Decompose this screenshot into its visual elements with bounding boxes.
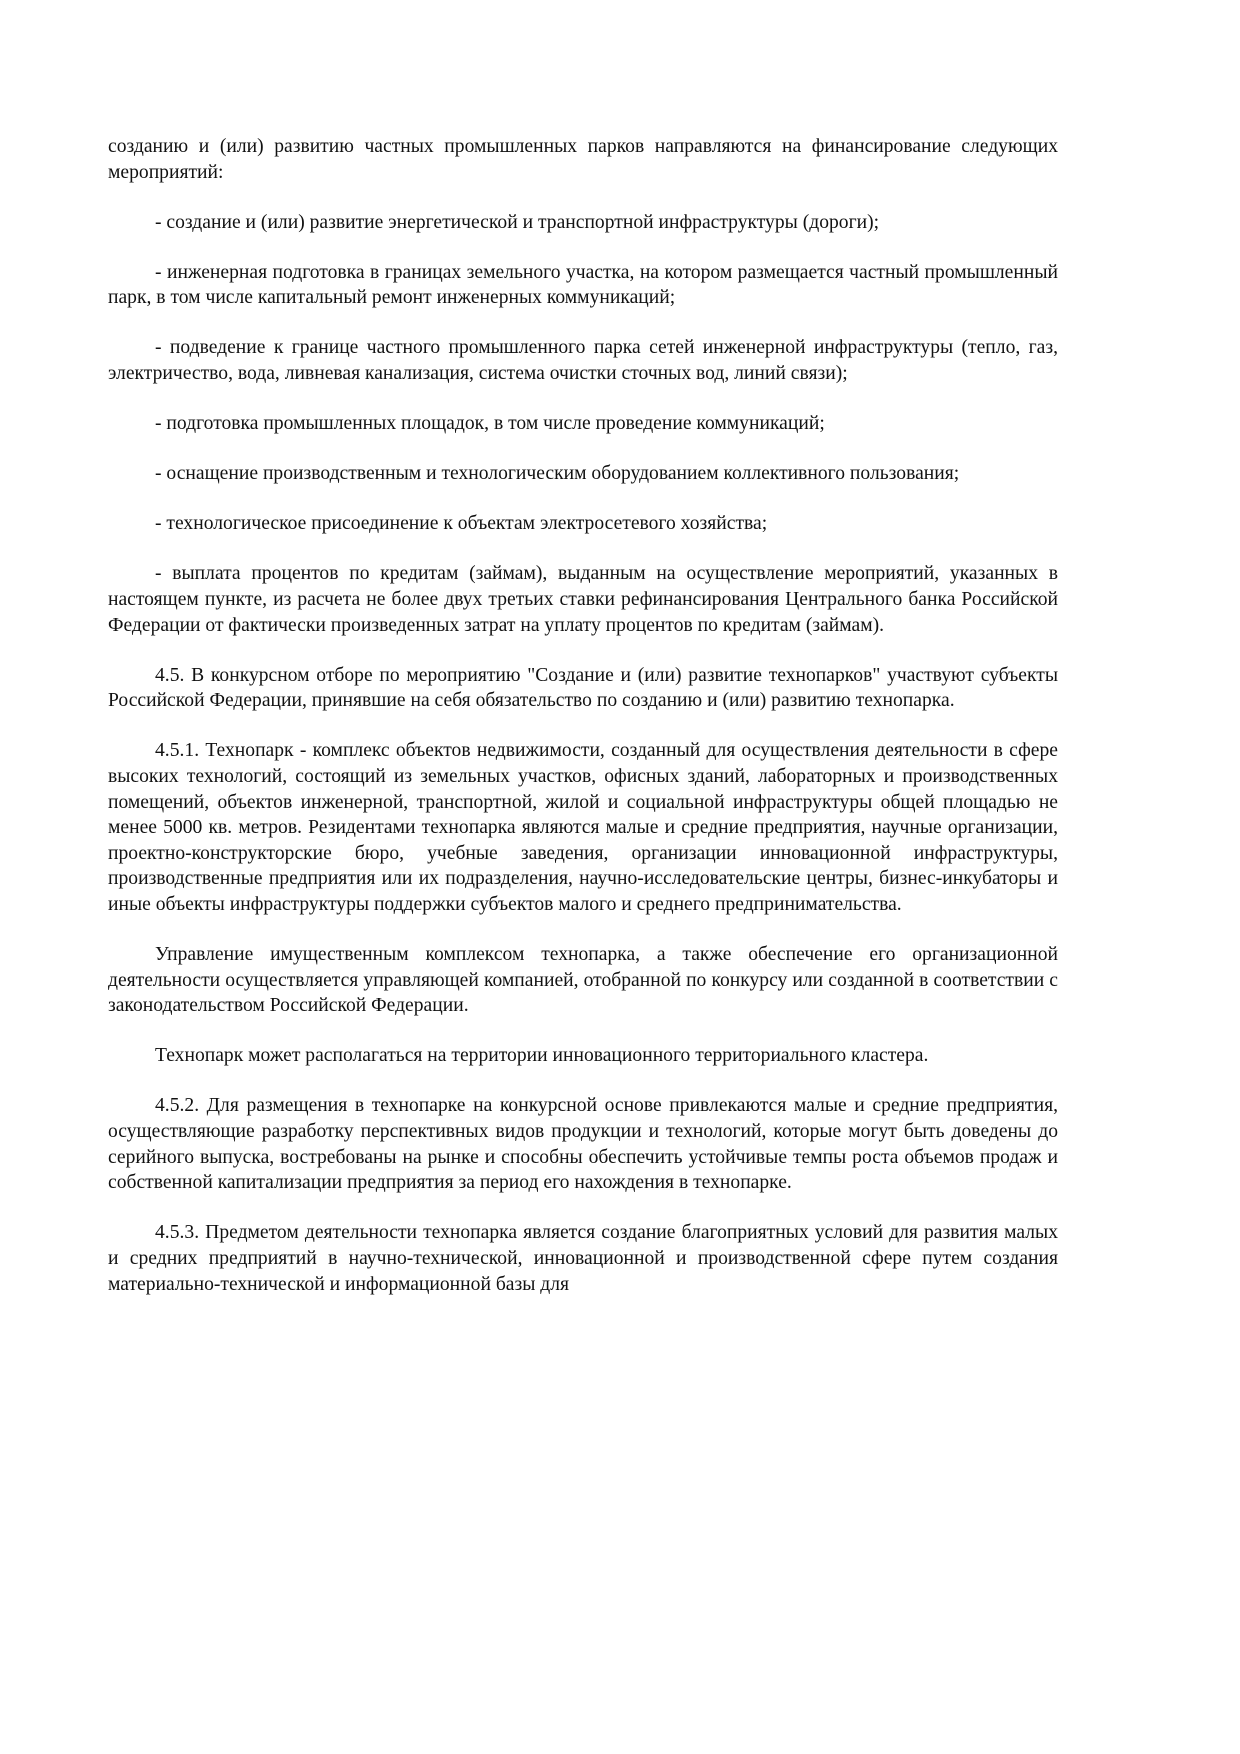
paragraph-management: Управление имущественным комплексом технопарка, а также обеспечение его организационной деятельности осуществляется управляющей компанией, отобранной по конкурсу или созданной в соответствии с законодательством Российской Федерации. [108,944,1058,1017]
document-page [108,134,1058,1297]
section-4-5-3: 4.5.3. Предметом деятельности технопарка является создание благоприятных условий для развития малых и средних предприятий в научно-технической, инновационной и производственной сфере путем создания материально-технической и информационной базы для [108,1222,1058,1295]
list-item-infrastructure: - создание и (или) развитие энергетической и транспортной инфраструктуры (дороги); [155,211,880,233]
list-item-grid-connection: - технологическое присоединение к объектам электросетевого хозяйства; [155,513,768,535]
paragraph-cluster-location: Технопарк может располагаться на территории инновационного территориального кластера. [155,1045,929,1067]
list-item-engineering-preparation: - инженерная подготовка в границах земельного участка, на котором размещается частный промышленный парк, в том числе капитальный ремонт инженерных коммуникаций; [108,261,1058,309]
section-4-5-2: 4.5.2. Для размещения в технопарке на конкурсной основе привлекаются малые и средние предприятия, осуществляющие разработку перспективных видов продукции и технологий, которые могут быть доведены до серийного выпуска, востребованы на рынке и способны обеспечить устойчивые темпы роста объемов продаж и собственной капитализации предприятия за период его нахождения в технопарке. [108,1095,1058,1194]
list-item-equipment: - оснащение производственным и технологическим оборудованием коллективного пользования; [155,463,960,485]
list-item-site-preparation: - подготовка промышленных площадок, в том числе проведение коммуникаций; [155,413,825,435]
section-4-5-1: 4.5.1. Технопарк - комплекс объектов недвижимости, созданный для осуществления деятельности в сфере высоких технологий, состоящий из земельных участков, офисных зданий, лабораторных и производственных помещений, объектов инженерной, транспортной, жилой и социальной инфраструктуры общей площадью не менее 5000 кв. метров. Резидентами технопарка являются малые и средние предприятия, научные организации, проектно-конструкторские бюро, учебные заведения, организации инновационной инфраструктуры, производственные предприятия или их подразделения, научно-исследовательские центры, бизнес-инкубаторы и иные объекты инфраструктуры поддержки субъектов малого и среднего предпринимательства. [108,740,1058,915]
section-4-5: 4.5. В конкурсном отборе по мероприятию "Создание и (или) развитие технопарков" участвуют субъекты Российской Федерации, принявшие на себя обязательство по созданию и (или) развитию технопарка. [108,664,1058,712]
list-item-interest-payment: - выплата процентов по кредитам (займам), выданным на осуществление мероприятий, указанных в настоящем пункте, из расчета не более двух третьих ставки рефинансирования Центрального банка Российской Федерации от фактически произведенных затрат на уплату процентов по кредитам (займам). [108,563,1058,636]
list-item-utility-networks: - подведение к границе частного промышленного парка сетей инженерной инфраструктуры (тепло, газ, электричество, вода, ливневая канализация, система очистки сточных вод, линий связи); [108,337,1058,385]
paragraph-continuation: созданию и (или) развитию частных промышленных парков направляются на финансирование следующих мероприятий: [108,136,1058,183]
